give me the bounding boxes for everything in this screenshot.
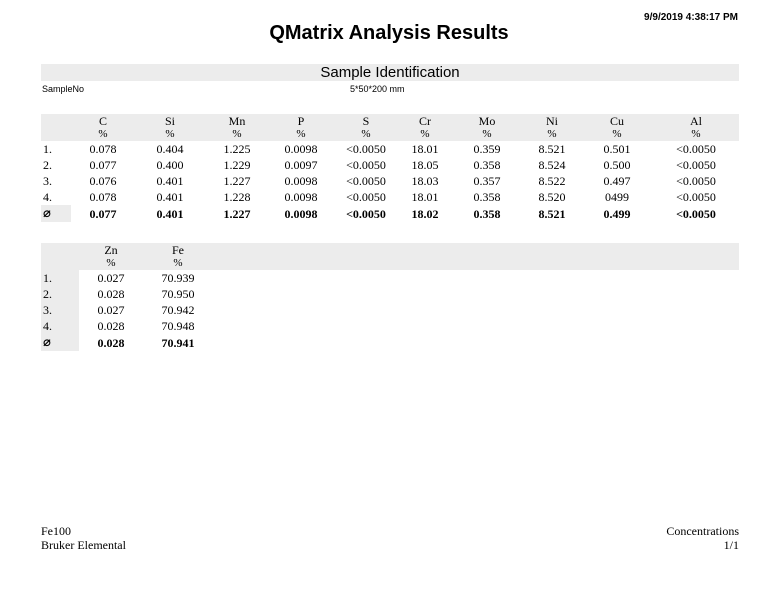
results-table-1 <box>41 114 739 222</box>
table-cell: 0.0097 <box>284 158 318 172</box>
unit-label: % <box>523 128 581 141</box>
table-cell: <0.0050 <box>676 190 716 204</box>
col-header: Si <box>135 114 205 128</box>
report-timestamp: 9/9/2019 4:38:17 PM <box>644 12 738 23</box>
table-row <box>41 318 739 334</box>
element-header-row <box>41 243 739 257</box>
table-row <box>41 157 739 173</box>
table-cell: 0.076 <box>89 174 117 188</box>
table-cell: 1.228 <box>223 190 251 204</box>
table-cell: 8.522 <box>538 174 566 188</box>
average-cell: <0.0050 <box>676 206 716 221</box>
table-cell: 0.028 <box>97 287 125 301</box>
unit-label: % <box>653 128 739 141</box>
unit-label: % <box>71 128 135 141</box>
table-cell: 0.358 <box>473 158 501 172</box>
table-cell: 70.948 <box>161 319 195 333</box>
table-cell: 0.359 <box>473 142 501 156</box>
col-header: Mo <box>451 114 523 128</box>
average-cell: 8.521 <box>538 206 566 221</box>
table-cell: <0.0050 <box>676 174 716 188</box>
unit-label: % <box>399 128 451 141</box>
table-cell: 0.077 <box>89 158 117 172</box>
sample-value: 5*50*200 mm <box>350 84 405 94</box>
row-label: 1. <box>41 141 71 157</box>
average-cell: 0.028 <box>97 335 125 350</box>
table-cell: <0.0050 <box>346 142 386 156</box>
unit-header-row <box>41 257 739 270</box>
table-row <box>41 302 739 318</box>
table-cell: 0.401 <box>156 190 184 204</box>
table-cell: <0.0050 <box>346 158 386 172</box>
table-cell: 8.524 <box>538 158 566 172</box>
results-table-2 <box>41 243 739 351</box>
table-row <box>41 173 739 189</box>
element-header-row <box>41 114 739 128</box>
average-row <box>41 334 739 351</box>
sample-row <box>42 84 739 96</box>
unit-label: % <box>205 128 269 141</box>
table-row <box>41 270 739 286</box>
average-label <box>41 205 71 222</box>
average-cell: 18.02 <box>411 206 439 221</box>
row-label: 3. <box>41 302 79 318</box>
table-cell: 0.358 <box>473 190 501 204</box>
unit-label: % <box>135 128 205 141</box>
table-cell: 0.027 <box>97 271 125 285</box>
unit-header-row <box>41 128 739 141</box>
report-title: QMatrix Analysis Results <box>269 22 509 44</box>
row-label: 2. <box>41 286 79 302</box>
table-cell: 0499 <box>605 190 629 204</box>
unit-label: % <box>581 128 653 141</box>
table-cell: 18.03 <box>411 174 439 188</box>
unit-label: % <box>451 128 523 141</box>
table-row <box>41 286 739 302</box>
col-header: Al <box>653 114 739 128</box>
table-cell: 0.078 <box>89 142 117 156</box>
report-type: Concentrations <box>666 524 739 538</box>
table-cell: 0.078 <box>89 190 117 204</box>
table-cell: <0.0050 <box>676 158 716 172</box>
company-name: Bruker Elemental <box>41 538 126 552</box>
unit-label: % <box>79 257 143 270</box>
col-header: C <box>71 114 135 128</box>
table-cell: <0.0050 <box>346 174 386 188</box>
table-cell: 18.01 <box>411 190 439 204</box>
unit-label: % <box>269 128 333 141</box>
table-cell: 1.227 <box>223 174 251 188</box>
table-cell: 1.229 <box>223 158 251 172</box>
table-cell: <0.0050 <box>346 190 386 204</box>
table-cell: 0.0098 <box>284 142 318 156</box>
col-header: Ni <box>523 114 581 128</box>
method-name: Fe100 <box>41 524 71 538</box>
col-header: Cu <box>581 114 653 128</box>
col-header: P <box>269 114 333 128</box>
sample-label: SampleNo <box>42 84 85 94</box>
average-label <box>41 334 79 351</box>
row-label: 1. <box>41 270 79 286</box>
average-symbol-icon: ⌀ <box>43 335 51 350</box>
table-cell: 0.0098 <box>284 190 318 204</box>
average-cell: 70.941 <box>161 335 195 350</box>
table-cell: 70.942 <box>161 303 195 317</box>
sample-identification-header: Sample Identification <box>41 64 739 81</box>
average-symbol-icon: ⌀ <box>43 206 51 221</box>
table-cell: 0.027 <box>97 303 125 317</box>
col-header: Fe <box>143 243 213 257</box>
col-header: Mn <box>205 114 269 128</box>
col-header: Zn <box>79 243 143 257</box>
table-cell: 70.950 <box>161 287 195 301</box>
table-cell: 0.028 <box>97 319 125 333</box>
unit-label: % <box>143 257 213 270</box>
table-cell: 8.520 <box>538 190 566 204</box>
table-cell: <0.0050 <box>676 142 716 156</box>
table-cell: 18.05 <box>411 158 439 172</box>
average-cell: 0.358 <box>473 206 501 221</box>
table-cell: 0.357 <box>473 174 501 188</box>
table-cell: 0.500 <box>603 158 631 172</box>
table-cell: 0.501 <box>603 142 631 156</box>
col-header: S <box>333 114 399 128</box>
average-cell: 1.227 <box>223 206 251 221</box>
average-row <box>41 205 739 222</box>
table-cell: 0.497 <box>603 174 631 188</box>
average-cell: 0.401 <box>156 206 184 221</box>
table-cell: 0.400 <box>156 158 184 172</box>
table-row <box>41 141 739 157</box>
row-label: 4. <box>41 189 71 205</box>
footer-right <box>666 524 739 552</box>
unit-label: % <box>333 128 399 141</box>
table-cell: 8.521 <box>538 142 566 156</box>
row-label: 2. <box>41 157 71 173</box>
average-cell: <0.0050 <box>346 206 386 221</box>
table-cell: 70.939 <box>161 271 195 285</box>
col-header: Cr <box>399 114 451 128</box>
row-label: 3. <box>41 173 71 189</box>
average-cell: 0.0098 <box>284 206 318 221</box>
table-row <box>41 189 739 205</box>
table-cell: 1.225 <box>223 142 251 156</box>
footer-left <box>41 524 126 552</box>
row-label: 4. <box>41 318 79 334</box>
page-number: 1/1 <box>723 538 739 552</box>
table-cell: 0.404 <box>156 142 184 156</box>
table-cell: 0.0098 <box>284 174 318 188</box>
table-cell: 18.01 <box>411 142 439 156</box>
table-cell: 0.401 <box>156 174 184 188</box>
average-cell: 0.077 <box>89 206 117 221</box>
average-cell: 0.499 <box>603 206 631 221</box>
